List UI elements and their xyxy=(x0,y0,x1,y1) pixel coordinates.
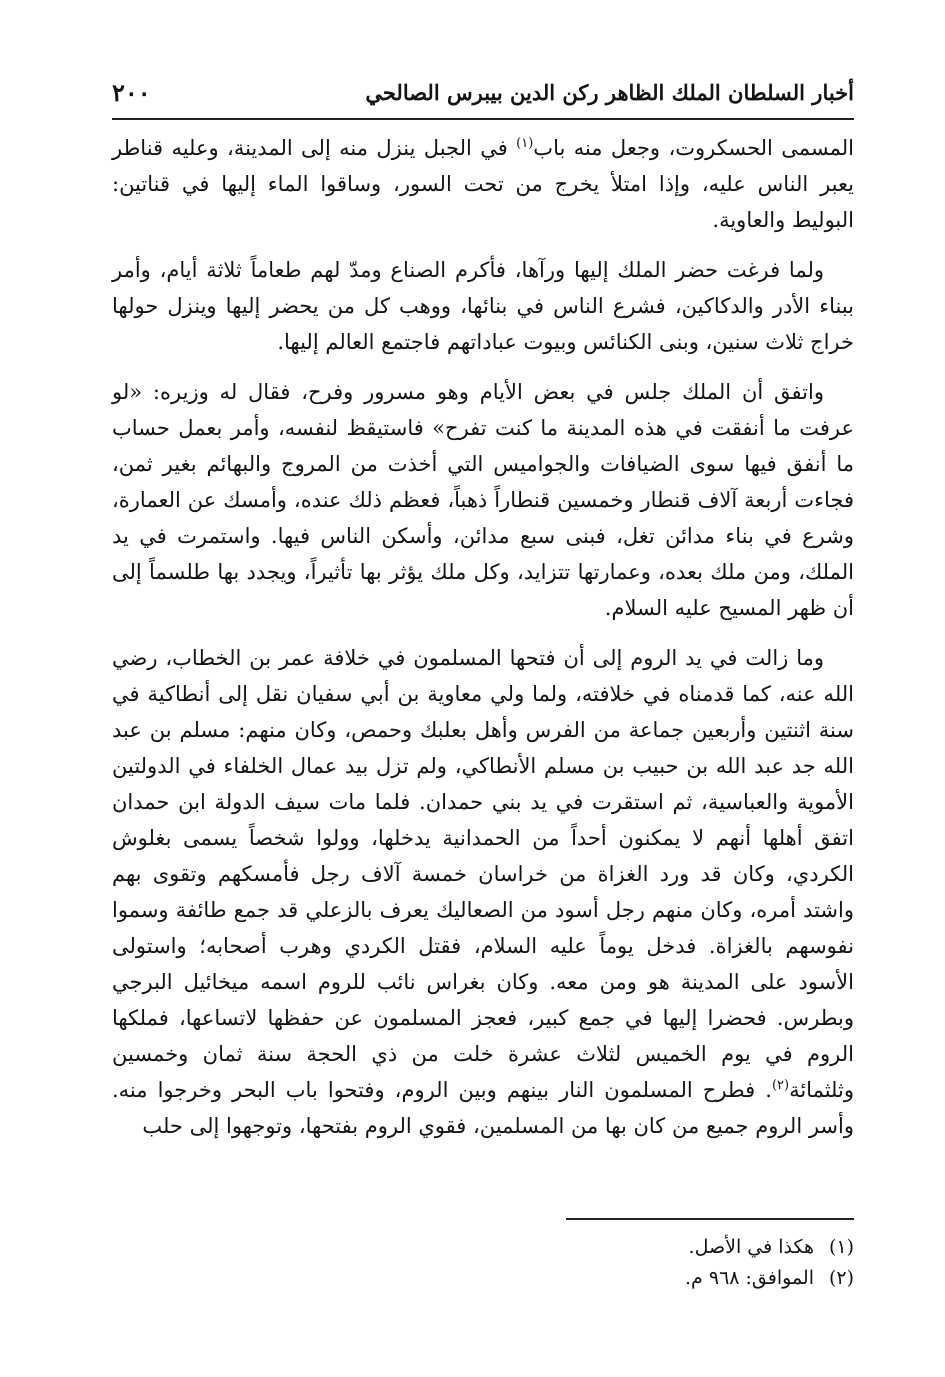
main-text xyxy=(112,130,854,1158)
header-divider xyxy=(112,118,854,120)
footnote-text: الموافق: ٩٦٨ م. xyxy=(685,1267,814,1289)
paragraph-2: ولما فرغت حضر الملك إليها ورآها، فأكرم الصناع ومدّ لهم طعاماً ثلاثة أيام، وأمر ببناء الأدر والدكاكين، فشرع الناس في بنائها، ووهب كل من يحضر إليها وينزل حولها خراج ثلاث سنين، وبنى الكنائس وبيوت عباداتهم فاجتمع العالم إليها. xyxy=(112,258,854,354)
footnote-number: (٢) xyxy=(828,1267,854,1289)
footnote-ref-2: (٢) xyxy=(771,1078,790,1093)
footnote-text: هكذا في الأصل. xyxy=(688,1236,814,1258)
footnotes xyxy=(112,1232,854,1294)
paragraph-3: واتفق أن الملك جلس في بعض الأيام وهو مسرور وفرح، فقال له وزيره: «لو عرفت ما أنفقت في هذه المدينة ما كنت تفرح» فاستيقظ لنفسه، وأمر بعمل حساب ما أنفق فيها سوى الضيافات والجواميس التي أخذت من المروج والبهائم بغير ثمن، فجاءت أربعة آلاف قنطار وخمسين قنطاراً ذهباً، فعظم ذلك عنده، وأمسك عن العمارة، وشرع في بناء مدائن تغل، فبنى سبع مدائن، وأسكن الناس فيها. واستمرت في يد الملك، ومن ملك بعده، وعمارتها تتزايد، وكل ملك يؤثر بها تأثيراً، ويجدد بها طلسماً إلى أن ظهر المسيح عليه السلام. xyxy=(112,380,854,620)
footnote-number: (١) xyxy=(828,1236,854,1258)
paragraph-text: في الجبل ينزل منه إلى المدينة، وعليه قناطر يعبر الناس عليه، وإذا امتلأ يخرج من تحت السور، وساقوا الماء إليها في قناتين: البوليط والعاوية. xyxy=(112,136,854,232)
paragraph-text: وما زالت في يد الروم إلى أن فتحها المسلمون في خلافة عمر بن الخطاب، رضي الله عنه، كما قدمناه في خلافته، ولما ولي معاوية بن أبي سفيان نقل إلى أنطاكية في سنة اثنتين وأربعين جماعة من الفرس وأهل بعلبك وحمص، وكان منهم: مسلم بن عبد الله جد عبد الله بن حبيب بن مسلم الأنطاكي، ولم تزل بيد عمال الخلفاء في الدولتين الأموية والعباسية، ثم استقرت في يد بني حمدان. فلما مات سيف الدولة ابن حمدان اتفق أهلها أنهم لا يمكنون أحداً من الحمدانية يدخلها، وولوا شخصاً يسمى بغلوش الكردي، وكان قد ورد الغزاة من خراسان خمسة آلاف رجل فأمسكهم وتقوى بهم واشتد أمره، وكان منهم رجل أسود من الصعاليك يعرف بالزعلي قد جمع طائفة وسموا نفوسهم بالغزاة. فدخل يوماً عليه السلام، فقتل الكردي وهرب أصحابه؛ واستولى الأسود على المدينة هو ومن معه. وكان بغراس نائب للروم اسمه ميخائيل البرجي وبطرس. فحضرا إليها في جمع كبير، فعجز المسلمون عن حفظها لاتساعها، فملكها الروم في يوم الخميس لثلاث عشرة خلت من ذي الحجة سنة ثمان وخمسين وثلثمائة xyxy=(112,646,854,1102)
footnote-1 xyxy=(112,1232,854,1263)
footnote-2 xyxy=(112,1263,854,1294)
paragraph-text: . فطرح المسلمون النار بينهم وبين الروم، وفتحوا باب البحر وخرجوا منه. وأسر الروم جميع من كان بها من المسلمين، فقوي الروم بفتحها، وتوجهوا إلى حلب xyxy=(112,1078,854,1138)
footnote-ref-1: (١) xyxy=(516,136,534,151)
paragraph-1 xyxy=(112,130,854,238)
running-title: أخبار السلطان الملك الظاهر ركن الدين بيبرس الصالحي xyxy=(365,79,854,105)
footnote-divider xyxy=(566,1218,854,1220)
page-number: ٢٠٠ xyxy=(112,77,151,107)
paragraph-text: المسمى الحسكروت، وجعل منه باب xyxy=(533,136,854,160)
page-header xyxy=(112,72,854,112)
paragraph-4 xyxy=(112,640,854,1144)
